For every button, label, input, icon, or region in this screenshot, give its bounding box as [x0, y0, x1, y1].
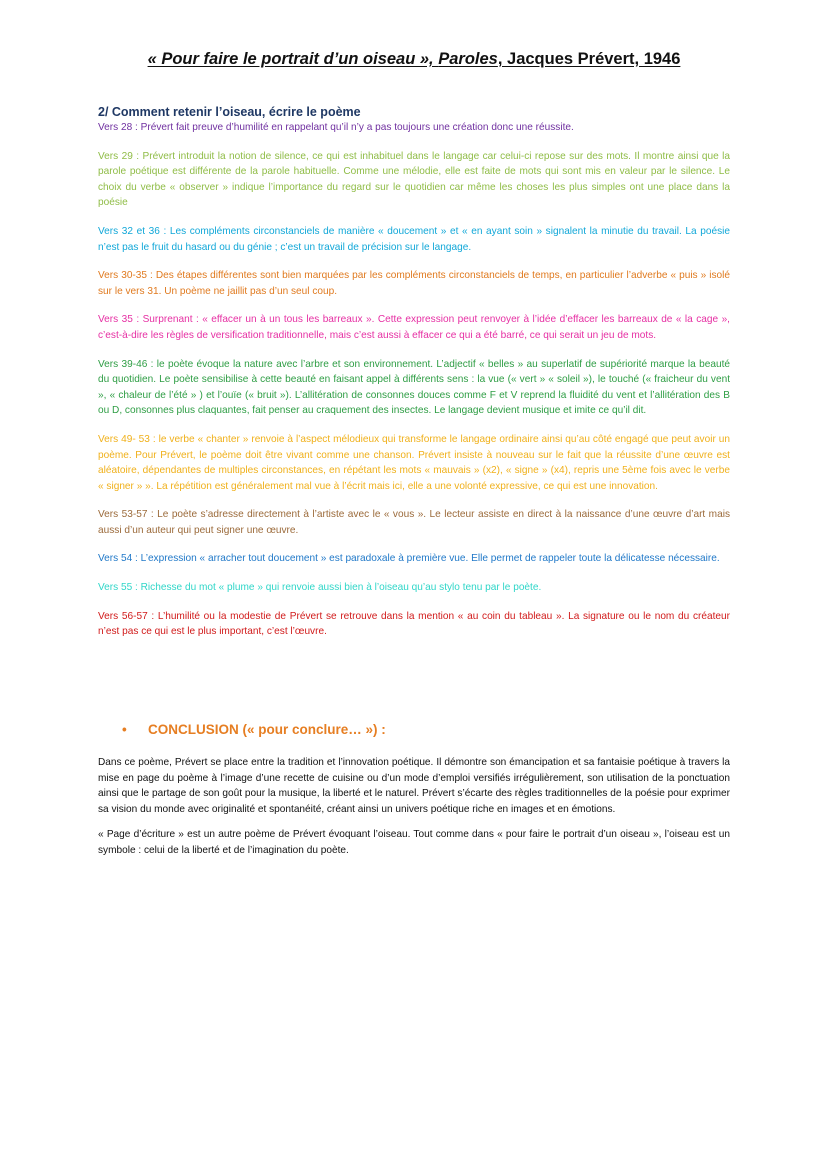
paragraph-vers-56-57: Vers 56-57 : L’humilité ou la modestie de Prévert se retrouve dans la mention « au coin du tableau ». La signature ou le nom du créateur n’est pas ce qui est le plus important, c’est l’œuvre.: [98, 610, 730, 638]
paragraph-vers-55: Vers 55 : Richesse du mot « plume » qui renvoie aussi bien à l’oiseau qu’au stylo tenu par le poète.: [98, 582, 542, 594]
analysis-section: [98, 104, 730, 640]
conclusion-paragraph-1: Dans ce poème, Prévert se place entre la tradition et l’innovation poétique. Il démontre son émancipation et sa fantaisie poétique à travers la mise en page du poème à l’image d’une recette de cuisine ou d’un mode d’emploi versifiés irrégulièrement, son utilisation de la ponctuation ainsi que le partage de son goût pour la musique, la liberté et le naturel. Prévert s’écarte des règles traditionnelles de la poésie pour exprimer sa vision du monde avec originalité et spontanéité, créant ainsi un univers poétique riche en images et en émotions.: [98, 757, 730, 815]
conclusion-heading: [122, 722, 386, 737]
title-author-year: , Jacques Prévert, 1946: [497, 50, 681, 68]
title-poem: « Pour faire le portrait d’un oiseau »,: [147, 50, 439, 68]
bullet-icon: •: [122, 722, 127, 737]
paragraph-vers-54: Vers 54 : L’expression « arracher tout doucement » est paradoxale à première vue. Elle permet de rappeler toute la délicatesse nécessaire.: [98, 553, 720, 565]
paragraph-vers-28: Vers 28 : Prévert fait preuve d’humilité en rappelant qu’il n’y a pas toujours une création donc une réussite.: [98, 122, 574, 133]
paragraph-vers-35: Vers 35 : Surprenant : « effacer un à un tous les barreaux ». Cette expression peut renvoyer à l’idée d’effacer les barreaux de « la cage », c’est-à-dire les règles de versification traditionnelle, mais c’est aussi à effacer ce qui a été barré, ce qui serait un jeu de mots.: [98, 314, 730, 341]
document-title: [0, 50, 828, 69]
paragraph-vers-29: Vers 29 : Prévert introduit la notion de silence, ce qui est inhabituel dans le langage car celui-ci repose sur des mots. Il montre ainsi que la parole poétique est différente de la parole habituelle. Comme une mélodie, elle est faite de mots qui sont mis en valeur par le silence. Le choix du verbe « observer » indique l’importance du regard sur le quotidien car même les choses les plus simples ont une place dans la poésie: [98, 150, 730, 209]
paragraph-vers-30-35: Vers 30-35 : Des étapes différentes sont bien marquées par les compléments circonstanciels de temps, en particulier l’adverbe « puis » isolé sur le vers 31. Un poème ne jaillit pas d’un seul coup.: [98, 270, 730, 297]
conclusion-paragraph-2: « Page d’écriture » est un autre poème de Prévert évoquant l’oiseau. Tout comme dans « pour faire le portrait d’un oiseau », l’oiseau est un symbole : celui de la liberté et de l’imagination du poète.: [98, 829, 730, 856]
section-heading: 2/ Comment retenir l’oiseau, écrire le poème: [98, 105, 361, 119]
paragraph-vers-49-53: Vers 49- 53 : le verbe « chanter » renvoie à l’aspect mélodieux qui transforme le langage ordinaire ainsi qu’au côté engagé que peut avoir un poème. Pour Prévert, le poème doit être vivant comme une chanson. Prévert insiste à nouveau sur le fait que la réussite d’une œuvre est aléatoire, dépendantes de multiples circonstances, en répétant les mots « mauvais » (x2), « signe » (x4), repris une 5ème fois avec le verbe « signer » ». La répétition est généralement mal vue à l’écrit mais ici, elle a une volonté expressive, ce qui est une innovation.: [98, 433, 730, 492]
paragraph-vers-32-36: Vers 32 et 36 : Les compléments circonstanciels de manière « doucement » et « en ayant soin » signalent la minutie du travail. La poésie n’est pas le fruit du hasard ou du génie ; c’est un travail de précision sur le langage.: [98, 225, 730, 253]
conclusion-heading-text: CONCLUSION (« pour conclure… ») :: [148, 722, 386, 737]
paragraph-vers-53-57: Vers 53-57 : Le poète s’adresse directement à l’artiste avec le « vous ». Le lecteur assiste en direct à la naissance d’une œuvre d’art mais aussi d’un auteur qui peut signer une œuvre.: [98, 509, 730, 536]
title-collection: Paroles: [438, 50, 498, 68]
paragraph-vers-39-46: Vers 39-46 : le poète évoque la nature avec l’arbre et son environnement. L’adjectif « belles » au superlatif de supériorité marque la beauté du quotidien. Le poète sensibilise à cette beauté en faisant appel à différents sens : la vue (« vert » « soleil »), le touché (« fraicheur du vent », « chaleur de l’été » ) et l’ouïe (« bruit »). L’allitération de consonnes douces comme F et V reprend la fluidité du vent et l’allitération des B ou D, consonnes plus claquantes, fait penser au craquement des insectes. Le langage devient musique et imite ce qu’il dit.: [98, 358, 730, 417]
conclusion-section: [98, 755, 730, 859]
